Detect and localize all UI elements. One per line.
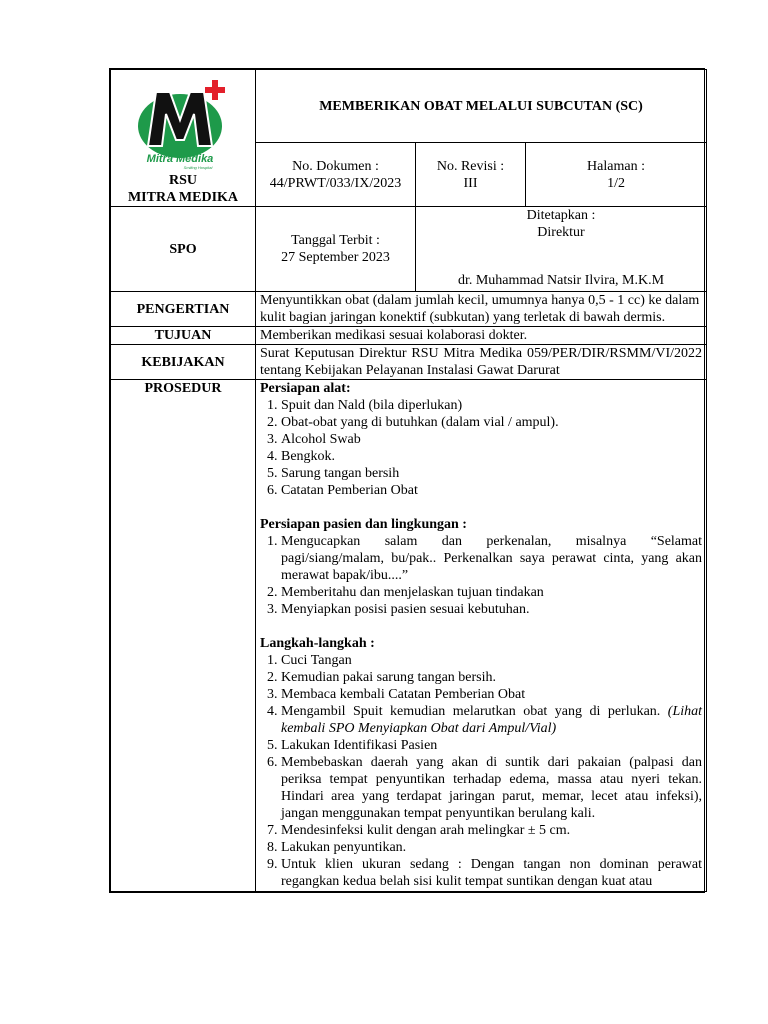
list-item: 3. Alcohol Swab [281,431,702,448]
mitra-medika-logo-icon [128,74,238,170]
list-item: 1. Mengucapkan salam dan perkenalan, misalnya “Selamat pagi/siang/malam, bu/pak.. Perkenalkan saya perawat cinta, yang akan merawat bapak/ibu....” [281,533,702,584]
revision-label: No. Revisi : [436,158,505,174]
hospital-logo [128,74,238,170]
langkah-title: Langkah-langkah : [260,636,375,651]
list-item: 3. Membaca kembali Catatan Pemberian Obat [281,686,702,703]
list-item: 5. Lakukan Identifikasi Pasien [281,737,702,754]
langkah-4-text: Mengambil Spuit kemudian melarutkan obat yang di perlukan. [281,704,661,719]
approval-role: Direktur [537,225,585,240]
kebijakan-label: KEBIJAKAN [111,345,256,380]
pengertian-text: Menyuntikkan obat (dalam jumlah kecil, umumnya hanya 0,5 - 1 cc) ke dalam kulit bagian jaringan konektif (subkutan) yang terletak di bawah dermis. [256,292,707,327]
tujuan-label: TUJUAN [111,327,256,345]
prosedur-label: PROSEDUR [111,380,256,892]
doc-number-value: 44/PRWT/033/IX/2023 [269,175,402,191]
list-item: 1. Spuit dan Nald (bila diperlukan) [281,397,702,414]
list-item: 2. Memberitahu dan menjelaskan tujuan tindakan [281,584,702,601]
langkah-4-note: (Lihat kembali SPO Menyiapkan Obat dari Ampul/Vial) [281,704,703,736]
approval-cell [416,207,707,292]
doc-number-label: No. Dokumen : [292,158,379,174]
list-item: 2. Kemudian pakai sarung tangan bersih. [281,669,702,686]
list-item: 7. Mendesinfeksi kulit dengan arah melingkar ± 5 cm. [281,822,702,839]
document-title: MEMBERIKAN OBAT MELALUI SUBCUTAN (SC) [256,70,707,143]
list-item: 5. Sarung tangan bersih [281,465,702,482]
list-item: 8. Lakukan penyuntikan. [281,839,702,856]
org-name-line2: MITRA MEDIKA [127,190,239,205]
pasien-list [260,533,702,618]
tujuan-text: Memberikan medikasi sesuai kolaborasi dokter. [256,327,707,345]
page-label: Halaman : [587,158,645,174]
page-value: 1/2 [607,175,625,191]
langkah-list [260,652,702,890]
spo-document [109,68,705,893]
alat-list [260,397,702,499]
list-item: 9. Untuk klien ukuran sedang : Dengan tangan non dominan perawat regangkan kedua belah sisi kulit tempat suntikan dengan kuat atau [281,856,702,890]
list-item: 6. Membebaskan daerah yang akan di suntik dari pakaian (palpasi dan periksa tempat penyuntikan terhadap edema, massa atau nyeri tekan. Hindari area yang terdapat jaringan parut, memar, lecet atau infeksi), jangan menggunakan tempat penyuntikan berulang kali. [281,754,702,822]
list-item: 4. Bengkok. [281,448,702,465]
doc-number-cell [256,143,416,207]
logo-cell [111,70,256,207]
revision-value: III [463,175,478,191]
issue-date-value: 27 September 2023 [281,250,390,265]
spo-label: SPO [111,207,256,292]
org-name-line1: RSU [168,173,197,188]
pasien-title: Persiapan pasien dan lingkungan : [260,517,467,532]
list-item [281,703,702,737]
signer-name: dr. Muhammad Natsir Ilvira, M.K.M [457,273,665,288]
approval-label: Ditetapkan : [526,208,596,223]
logo-wordmark: Mitra Medika [146,153,214,165]
list-item: 3. Menyiapkan posisi pasien sesuai kebutuhan. [281,601,702,618]
pengertian-label: PENGERTIAN [111,292,256,327]
kebijakan-text: Surat Keputusan Direktur RSU Mitra Medika 059/PER/DIR/RSMM/VI/2022 tentang Kebijakan Pelayanan Instalasi Gawat Darurat [256,345,707,380]
issue-date-label: Tanggal Terbit : [291,233,380,248]
revision-cell [416,143,526,207]
page-cell [526,143,707,207]
prosedur-content [256,380,707,892]
list-item: 6. Catatan Pemberian Obat [281,482,702,499]
logo-tagline: Smiling Hospital [183,165,213,170]
list-item: 2. Obat-obat yang di butuhkan (dalam vial / ampul). [281,414,702,431]
alat-title: Persiapan alat: [260,381,351,396]
list-item: 1. Cuci Tangan [281,652,702,669]
issue-date-cell [256,207,416,292]
